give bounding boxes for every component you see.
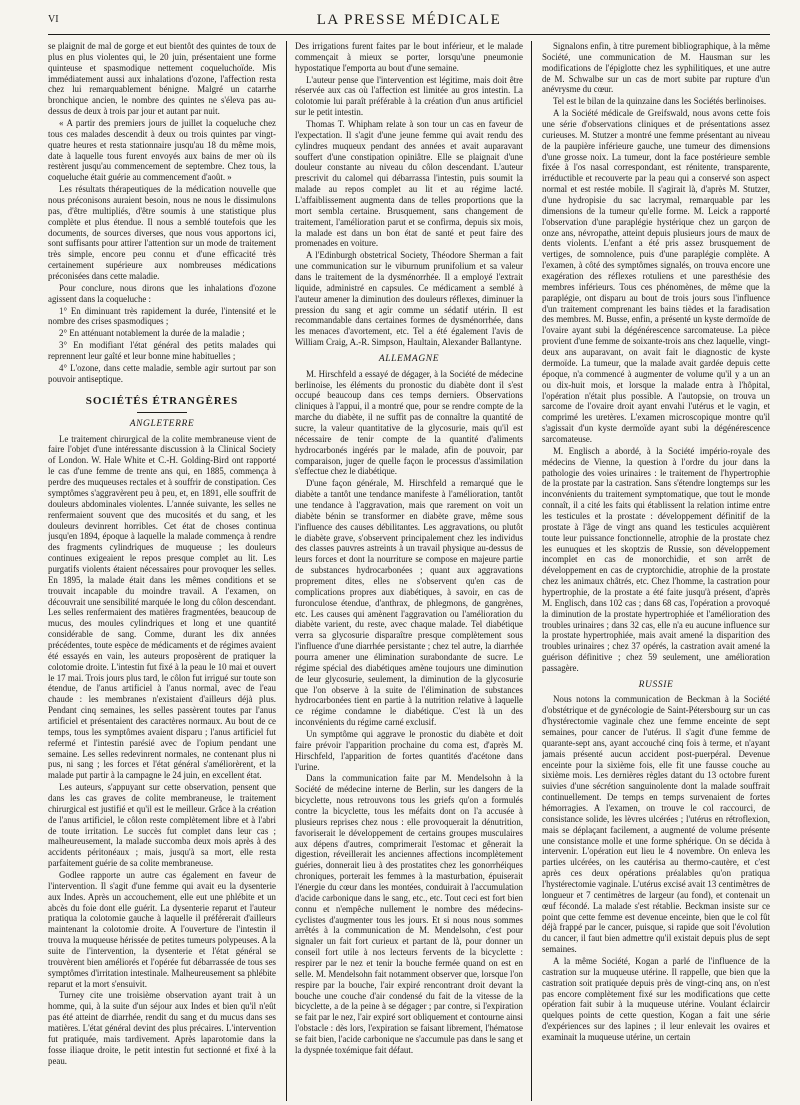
paragraph: A l'Edinburgh obstetrical Society, Théodore Sherman a fait une communication sur le viburnum prunifolium et sa valeur dans le traitement de la dysménorrhée. Il a employé l'extrait liquide, administré en capsules. Ce médicament a semblé à l'auteur amener la diminution des douleurs réflexes, diminuer la pression du sang et agir comme un sédatif utérin. Il est recommandable dans certaines formes de dysménorrhée, dans les menaces d'avortement, etc. Tel a été également l'avis de William Craig, A.-R. Simpson, Haultain, Alexander Ballantyne. — [295, 250, 523, 348]
paragraph: Tel est le bilan de la quinzaine dans les Sociétés berlinoises. — [553, 96, 767, 107]
paragraph: Thomas T. Whipham relate à son tour un cas en faveur de l'expectation. Il s'agit d'une jeune femme qui avait rendu des cylindres muqueux pendant des années et avait auparavant souffert d'une constipation opiniâtre. Elle se plaignait d'une douleur constante au niveau du côlon descendant. L'auteur prescrivit du calomel qui débarrassa l'intestin, puis soumit la malade au repos complet au lit et au régime lacté. L'affaiblissement augmenta dans de telles proportions que la mort sembla certaine. Brusquement, sans changement de traitement, l'amélioration parut et se confirma, depuis six mois, la malade est dans un bon état de santé et peut faire des promenades en voiture. — [295, 119, 523, 249]
paragraph: 2° En atténuant notablement la durée de la maladie ; — [59, 328, 245, 339]
column-right — [542, 41, 770, 1101]
paragraph: D'une façon générale, M. Hirschfeld a remarqué que le diabète a tantôt une tendance manifeste à l'amélioration, tantôt une tendance à l'aggravation, mais que rarement on voit un diabète bénin se transformer en diabète grave, même sous l'influence des causes débilitantes. Les aggravations, ou plutôt le diabète grave, s'observent principalement chez les individus des classes pauvres astreints à un travail physique au-dessus de leurs forces et dont la nourriture se compose en majeure partie de substances hydrocarbonées ; quant aux aggravations proprement dites, elles ne s'observent qu'en cas de complications propres aux diabétiques, à savoir, en cas de furonculose étendue, d'anthrax, de phlegmons, de gangrènes, etc. Les causes qui amènent l'aggravation ou l'amélioration du diabète varient, du reste, avec chaque malade. Tel diabétique verra sa glycosurie disparaître presque complètement sous l'influence d'une diarrhée persistante ; chez tel autre, la diarrhée pourra amener une élimination surabondante de sucre. Le régime spécial des diabétiques amène toujours une diminution de leur glycosurie, seulement, la diminution de la glycosurie que l'on observe à la suite de l'élimination de substances hydrocarbonées tient en partie à la nutrition relative à laquelle ce régime condamne le diabétique. C'est là un des inconvénients du régime carné exclusif. — [295, 478, 523, 728]
paragraph: A la même Société, Kogan a parlé de l'influence de la castration sur la muqueuse utérine. Il rappelle, que bien que la castration soit pratiquée depuis près de vingt-cinq ans, on n'est pas encore complètement fixé sur les modifications que cette opération fait subir à la muqueuse utérine. Voulant éclaircir quelques points de cette question, Kogan a fait une série d'expériences sur des lapines ; il leur enlevait les ovaires et examinait la muqueuse utérine, un certain — [542, 956, 770, 1043]
subhead-england: ANGLETERRE — [129, 419, 195, 430]
paragraph: se plaignit de mal de gorge et eut bientôt des quintes de toux de plus en plus violentes qui, le 20 juin, présentaient une forme quinteuse et spasmodique nettement coqueluchoïde. Mis immédiatement aussi aux inhalations d'ozone, l'affection resta chez lui remarquablement bénigne. Malgré un catarrhe bronchique ancien, le nombre des quintes ne s'éleva pas au-dessus de deux à trois par jour et autant par nuit. — [48, 41, 276, 117]
paragraph: Le traitement chirurgical de la colite membraneuse vient de faire l'objet d'une intéressante discussion à la Clinical Society of London. W. Hale White et C.-H. Golding-Bird ont rapporté le cas d'une femme de trente ans qui, en 1885, commença à perdre des muqueuses rectales et à souffrir de constipation. Ces symptômes s'aggravèrent peu à peu, et, en 1891, elle souffrit de douleurs abdominales violentes. L'année suivante, les selles ne renfermaient souvent que des mucosités et du sang, et les douleurs devinrent horribles. Cet état de choses continua jusqu'en 1894, époque à laquelle la malade commença à rendre des fragments cylindriques de muqueuse ; les douleurs continues exigeaient le repos presque complet au lit. Les purgatifs violents étaient nécessaires pour provoquer les selles. En 1895, la malade était dans les mêmes conditions et se trouvait incapable du moindre travail. A l'examen, on découvrait une sensibilité marquée le long du côlon descendant. Les selles renfermaient des matières fragmentées, beaucoup de mucus, des moules cylindriques et long et une quantité considérable de sang. Comme, durant les dix années précédentes, toute espèce de médicaments et de régimes avaient été essayés en vain, les auteurs proposèrent de pratiquer la colotomie droite. L'intestin fut fixé à la peau le 10 mai et ouvert le 17 mai. Trois jours plus tard, le côlon fut irrigué sur toute son étendue, de l'anus artificiel à l'anus normal, avec de l'eau chaude : les membranes n'existaient d'ailleurs déjà plus. Pendant cinq semaines, les selles passèrent toutes par l'anus artificiel et présentaient des caractères normaux. Au bout de ce temps, tous les symptômes avaient disparu ; l'anus artificiel fut refermé et l'intestin parésié avec de l'opium pendant une semaine. Les selles redevinrent normales, ne contenant plus ni pus, ni sang ; les forces et l'état général s'améliorèrent, et la malade put partir à la campagne le 24 juin, en excellent état. — [48, 433, 276, 781]
header-rule — [48, 34, 770, 35]
paragraph: M. Hirschfeld a essayé de dégager, à la Société de médecine berlinoise, les éléments du pronostic du diabète dont il s'est occupé beaucoup dans ces temps derniers. Observations cliniques à l'appui, il a montré que, pour se rendre compte de la marche du diabète, il ne suffit pas de connaître la quantité de sucre, la valeur quantitative de la glycosurie, mais qu'il est nécessaire de tenir compte de la quantité d'aliments hydrocarbonés ingérés par le malade, afin de pouvoir, par comparaison, juger de quelle façon le processus d'assimilation s'effectue chez le diabétique. — [295, 368, 523, 477]
paragraph: « A partir des premiers jours de juillet la coqueluche chez tous ces malades descendit à deux ou trois quintes par vingt-quatre heures et resta stationnaire jusqu'au 18 du même mois, date à laquelle tous furent envoyés aux bains de mer où ils restèrent jusqu'au commencement de septembre. Chez tous, la coqueluche était guérie au commencement d'août. » — [48, 118, 276, 183]
paragraph: M. Englisch a abordé, à la Société império-royale des médecins de Vienne, la question à l'ordre du jour dans la pathologie des voies urinaires : le traitement de l'hypertrophie de la prostate par la castration. Sans s'étendre longtemps sur les inconvénients du traitement symptomatique, que tout le monde connaît, il a cité les faits qui établissent la relation intime entre les testicules et la prostate : développement définitif de la prostate à l'âge de vingt ans quand les testicules acquièrent toute leur puissance fonctionnelle, atrophie de la prostate chez les eunuques et les skoptzis de Russie, son développement incomplet en cas de monorchidie, et son arrêt de développement en cas de cryptorchidie, atrophie de la prostate chez les animaux châtrés, etc. Chez l'homme, la castration pour hypertrophie, de la prostate a été faite jusqu'à présent, d'après M. Englisch, dans 102 cas ; dans 68 cas, l'opération a provoqué la diminution de la prostate hypertrophiée et l'amélioration des troubles urinaires ; dans 32 cas, elle n'a eu aucune influence sur la prostate hypertrophiée, mais avait amené la disparition des troubles urinaires ; chez 37 opérés, la castration avait amené la guérison définitive ; chez 59 seulement, une amélioration passagère. — [542, 445, 770, 673]
column-left — [48, 41, 276, 1101]
paragraph: Signalons enfin, à titre purement bibliographique, à la même Société, une communication de M. Hausman sur les modifications de l'épiglotte chez les syphilitiques, et une autre de M. Schwalbe sur un cas de mort subite par rupture d'un anévrysme du cœur. — [542, 41, 770, 95]
paragraph: 3° En modifiant l'état général des petits malades qui reprennent leur gaîté et leur bonne mine habituelles ; — [48, 340, 276, 362]
paragraph: Un symptôme qui aggrave le pronostic du diabète et doit faire prévoir l'apparition prochaine du coma est, d'après M. Hirschfeld, l'apparition de fortes quantités d'acétone dans l'urine. — [295, 729, 523, 772]
paragraph: 4° L'ozone, dans cette maladie, semble agir surtout par son pouvoir antiseptique. — [48, 362, 276, 384]
paragraph: Dans la communication faite par M. Mendelsohn à la Société de médecine interne de Berlin, sur les dangers de la bicyclette, nous retrouvons tous les griefs qu'on a formulés contre la bicyclette, tous les méfaits dont on l'a accusée à plusieurs reprises chez nous : elle provoquerait la dénutrition, favoriserait le développement de certains groupes musculaires aux dépens d'autres, comprimerait l'estomac et gênerait la digestion, réveillerait les anciennes affections incomplètement guéries, donnerait lieu à des prostatites chez les gonorrhéiques chroniques, porterait les femmes à la masturbation, épuiserait l'énergie du cœur dans les montées, conduirait à l'accumulation d'acide carbonique dans le sang, etc., etc. Tout ceci est fort bien connu et n'empêche nullement le nombre des médecins-cyclistes d'augmenter tous les jours. Et si nous nous sommes arrêtés à la communication de M. Mendelsohn, c'est pour signaler un fait fort curieux et partant de là, pour donner un conseil fort utile à nos lecteurs fervents de la bicyclette : respirer par le nez et tenir la bouche fermée quand on est en selle. M. Mendelsohn fait notamment observer que, lorsque l'on respire par la bouche, l'air expiré rencontrant droit devant la bouche une couche d'air condensé du fait de la vitesse de la bicyclette, a de la peine à se dégager ; par contre, si l'expiration se fait par le nez, l'air expiré sort obliquement et contourne ainsi l'obstacle : dès lors, l'expiration se faisant librement, l'hématose se fait bien, l'acide carbonique ne s'accumule pas dans le sang et la dyspnée toxémique fait défaut. — [295, 773, 523, 1055]
page-number: VI — [48, 14, 59, 25]
page-header — [48, 10, 770, 30]
paragraph: L'auteur pense que l'intervention est légitime, mais doit être réservée aux cas où l'affection est limitée au gros intestin. La colotomie lui paraît préférable à la création d'un anus artificiel sur le petit intestin. — [295, 74, 523, 118]
section-rule — [137, 412, 187, 413]
paragraph: Les résultats thérapeutiques de la médication nouvelle que nous préconisons auraient besoin, nous ne nous le dissimulons pas, d'être multipliés, d'être soumis à une statistique plus complète et plus étendue. Il nous a semblé toutefois que les documents, de sources diverses, que nous vous apportons ici, sont suffisants pour attirer l'attention sur un mode de traitement très simple, encore peu connu et d'une efficacité très certainement supérieure aux nombreuses médications préconisées dans cette maladie. — [48, 184, 276, 282]
paragraph: Nous notons la communication de Beckman à la Société d'obstétrique et de gynécologie de Saint-Pétersbourg sur un cas d'hystérectomie vaginale chez une femme enceinte de sept semaines, pour cancer de l'utérus. Il s'agit d'une femme de quarante-sept ans, ayant accouché cinq fois à terme, et n'ayant jamais présenté aucun accident post-puerpéral. Devenue enceinte pour la sixième fois, elle fit une fausse couche au sixième mois. Les dernières règles datant du 13 octobre furent suivies d'une sécrétion sanguinolente dont la malade souffrait continuellement. De temps en temps survenaient de fortes hémorragies. A l'examen, on trouve le col raccourci, de consistance solide, les lèvres ulcérées ; l'utérus en rétroflexion, mais se déplaçant facilement, a augmenté de volume présente une consistance molle et une forme sphérique. On se décida à intervenir. L'opération eut lieu le 4 novembre. On enleva les parties ulcérées, on les cautérisa au thermo-cautère, et c'est après ces deux opérations préalables qu'on pratiqua l'hystérectomie vaginale. L'utérus excisé avait 13 centimètres de longueur et 7 centimètres de largeur (au fond), et contenait un œuf fécondé. La malade s'est rétablie. Beckman insiste sur ce point que cette femme est devenue enceinte, bien que le col fût déjà frappé par le cancer, puisque, si rapide que soit l'évolution du cancer, il faut bien admettre qu'il existait depuis plus de sept semaines. — [542, 694, 770, 955]
paragraph: Les auteurs, s'appuyant sur cette observation, pensent que dans les cas graves de colite membraneuse, le traitement chirurgical est justifié et qu'il est le meilleur. Grâce à la création de l'anus artificiel, le côlon reste complètement libre et à l'abri de toute irritation. Le succès fut complet dans leur cas ; malheureusement, la malade succomba deux mois après à des accidents péritonéaux ; mais, jusqu'à sa mort, elle resta parfaitement guérie de sa colite membraneuse. — [48, 782, 276, 869]
paragraph: A la Société médicale de Greifswald, nous avons cette fois une série d'observations cliniques et de présentations assez curieuses. M. Stutzer a montré une femme présentant au niveau de la paupière inférieure gauche, une tumeur des dimensions d'une grosse noix. La tumeur, dont la face postérieure semble fixée à l'os nasal correspondant, est rénitente, transparente, irréductible et recouverte par la peau qui a conservé son aspect normal et est restée mobile. Il s'agirait là, d'après M. Stutzer, d'une hydropisie du sac lacrymal, remarquable par les dimensions de la tumeur qu'elle forme. M. Leick a rapporté l'observation d'une paraplégie hystérique chez un garçon de onze ans, névropathe, atteint depuis plusieurs jours de maux de dents violents. L'enfant a été pris assez brusquement de vertiges, de somnolence, puis d'une paraplégie complète. A l'examen, à côté des symptômes signalés, on trouva encore une exagération des réflexes rotuliens et une paresthésie des membres inférieurs. Tous ces phénomènes, de même que la paraplégie, ont disparu au bout de trois jours sous l'influence d'un traitement comprenant les bains tièdes et la faradisation des membres. M. Busse, enfin, a présenté un kyste dermoïde de l'ovaire ayant subi la dégénérescence sarcomateuse. La pièce provient d'une femme de soixante-trois ans chez laquelle, vingt-deux ans auparavant, on avait fait le diagnostic de kyste dermoïde. La tumeur, que la malade avait gardée depuis cette époque, n'a commencé à augmenter de volume qu'il y a un an ou dix-huit mois, et lorsque la malade entra à l'hôpital, l'opération n'était plus possible. A l'autopsie, on trouva un sarcome de l'ovaire droit ayant envahi l'utérus et le vagin, et comprimé les uretères. L'examen microscopique montre qu'il s'agissait d'un kyste dermoïde ayant subi la dégénérescence sarcomateuse. — [542, 108, 770, 444]
subhead-russia: RUSSIE — [638, 679, 674, 690]
paragraph: Turney cite une troisième observation ayant trait à un homme, qui, à la suite d'un séjour aux Indes et bien qu'il n'eût pas été atteint de diarrhée, rendit du sang et du mucus dans ses matières. L'état général devint des plus précaires. L'intervention fut pratiquée, mais tardivement. Après laparotomie dans la fosse iliaque droite, le petit intestin fut sectionné et fixé à la peau. — [48, 990, 276, 1066]
paragraph: 1° En diminuant très rapidement la durée, l'intensité et le nombre des crises spasmodiques ; — [48, 305, 276, 327]
paragraph: Godlee rapporte un autre cas également en faveur de l'intervention. Il s'agit d'une femme qui avait eu la dysenterie aux Indes. Après un accouchement, elle eut une phlébite et un abcès du foie dont elle guérit. La dysenterie reparut et l'auteur pratiqua la colotomie gauche à laquelle il préférerait d'ailleurs maintenant la colotomie droite. A l'ouverture de l'intestin il trouva la muqueuse hérissée de petites tumeurs polypeuses. A la suite de l'intervention, la dysenterie et l'état général se trouvèrent bien améliorés et l'opérée fut débarrassée de tous ses symptômes d'irritation intestinale. Malheureusement sa phlébite reparut et la mort s'ensuivit. — [48, 870, 276, 989]
section-title: SOCIÉTÉS ÉTRANGÈRES — [85, 394, 239, 407]
paragraph: Des irrigations furent faites par le bout inférieur, et le malade commençait à mieux se porter, lorsqu'une pneumonie hypostatique l'emporta au bout d'une semaine. — [295, 41, 523, 73]
paragraph: Pour conclure, nous dirons que les inhalations d'ozone agissent dans la coqueluche : — [48, 282, 276, 304]
subhead-germany: ALLEMAGNE — [378, 354, 440, 365]
text-columns — [48, 41, 770, 1101]
journal-title: LA PRESSE MÉDICALE — [316, 11, 502, 28]
column-middle — [286, 41, 532, 1101]
